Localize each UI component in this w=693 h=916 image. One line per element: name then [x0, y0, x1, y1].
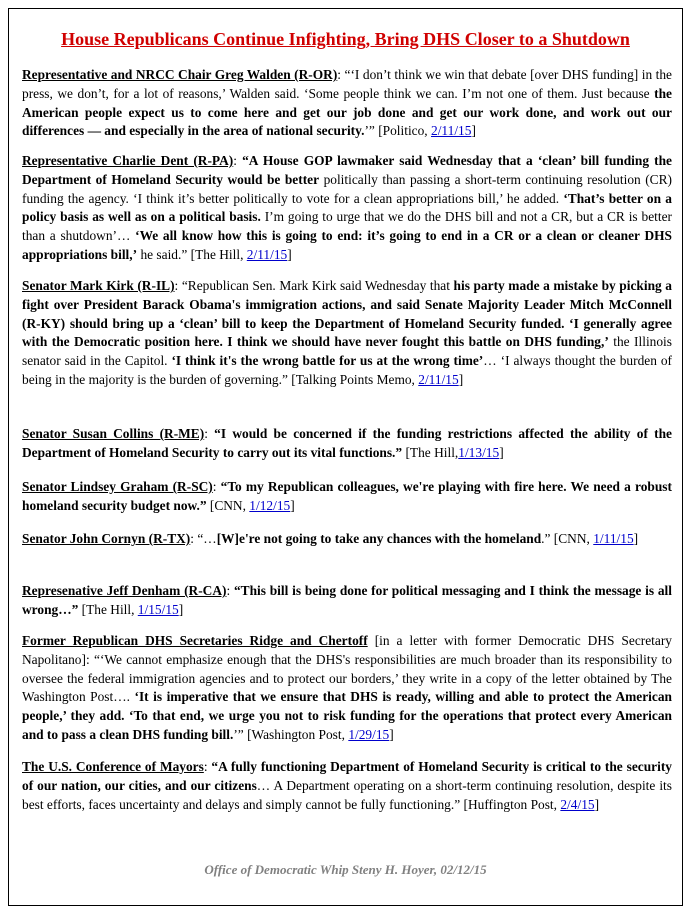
source-date-link[interactable]: 2/11/15 — [418, 371, 459, 387]
quote-entry-ridge-chertoff — [22, 632, 672, 745]
quote-entry-cornyn — [22, 530, 672, 549]
quote-text: I’m going to urge that we do the DHS bill and not a CR, but a CR is better than a shutdown’… — [22, 209, 672, 244]
quote-bold-text: ‘I think it's the wrong battle for us at the wrong time’ — [171, 353, 484, 369]
source-text: ’” [Washington Post, — [233, 726, 349, 742]
separator: : — [337, 67, 345, 82]
source-close: ] — [178, 601, 184, 617]
source-text: ’” [Politico, — [364, 123, 432, 139]
quote-bold-text: his party made a mistake by picking a fight over President Barack Obama's immigration actions, and said Senate Majority Leader Mitch McConnell (R-KY) should bring up a ‘clean’ bill to keep the Department of Homeland Security funded. ‘I generally agree with the Democratic position here. I think we should have never fought this battle on DHS funding,’ — [22, 278, 672, 350]
quote-entry-graham — [22, 478, 672, 516]
source-date-link[interactable]: 1/11/15 — [593, 531, 634, 546]
source-date-link[interactable]: 1/12/15 — [249, 497, 291, 513]
quote-text: politically than passing a short-term continuing resolution (CR) funding the agency. ‘I think it’s better politically to vote for a clean appropriations bill,’ he added. — [22, 171, 672, 206]
speaker-name: Representative Charlie Dent (R-PA) — [22, 153, 234, 168]
quote-bold-text: [W]e're not going to take any chances with the homeland — [216, 531, 542, 546]
source-close: ] — [290, 497, 295, 513]
speaker-name: Senator Susan Collins (R-ME) — [22, 426, 205, 441]
quote-bold-text: “I would be concerned if the funding restrictions affected the ability of the Department of Homeland Security to carry out its vital functions.” — [22, 426, 673, 460]
separator: : — [203, 759, 212, 774]
source-text: … A Department operating on a short-term continuing resolution, despite its best efforts, faces uncertainty and delays and simply cannot be fully functioning.” [Huffington Post, — [22, 777, 672, 812]
source-text: [The Hill, — [78, 601, 138, 617]
document-title: House Republicans Continue Infighting, Bring DHS Closer to a Shutdown — [61, 29, 630, 49]
speaker-name: Senator John Cornyn (R-TX) — [22, 531, 191, 546]
quote-text: “Republican Sen. Mark Kirk said Wednesday that — [181, 278, 454, 293]
source-text: … ‘I always thought the burden of being in the majority is the burden of governing.” [Talking Points Memo, — [22, 353, 672, 387]
quote-bold-text: the American people expect us to come here and get our job done and get our work done, and work out our differences — and especially in the area of national security. — [22, 85, 672, 139]
quote-text: “‘I don’t think we win that debate [over DHS funding] in the press, we don’t, for a lot of reasons,’ Walden said. ‘Some people think we can. I’m not one of them. Just because — [22, 67, 672, 101]
separator: : — [212, 479, 221, 494]
source-text: [The Hill, — [402, 444, 459, 460]
source-close: ] — [499, 444, 504, 460]
source-text: .” [CNN, — [541, 531, 594, 546]
source-close: ] — [389, 726, 394, 742]
source-date-link[interactable]: 2/11/15 — [246, 246, 288, 262]
footer-attribution: Office of Democratic Whip Steny H. Hoyer, 02/12/15 — [204, 862, 487, 877]
source-text: he said.” [The Hill, — [137, 246, 247, 262]
source-close: ] — [458, 371, 464, 387]
quote-entry-walden — [22, 66, 672, 141]
quote-bold-text: “A fully functioning Department of Homeland Security is critical to the security of our nation, our cities, and our citizens — [22, 759, 672, 793]
source-close: ] — [594, 796, 600, 812]
quote-bold-text: “This bill is being done for political messaging and I think the message is all wrong…” — [22, 583, 672, 617]
speaker-name: Senator Mark Kirk (R-IL) — [22, 278, 175, 293]
speaker-name: The U.S. Conference of Mayors — [22, 759, 204, 774]
source-date-link[interactable]: 1/29/15 — [348, 726, 390, 742]
source-close: ] — [287, 246, 292, 262]
source-close: ] — [471, 123, 476, 139]
quote-entry-denham — [22, 582, 672, 620]
separator: : — [190, 531, 198, 546]
quote-bold-text: “To my Republican colleagues, we're playing with fire here. We need a robust homeland security budget now.” — [22, 479, 672, 513]
quote-entry-kirk — [22, 277, 672, 390]
quote-bold-text: ‘It is imperative that we ensure that DHS is ready, willing and able to protect the American people,’ they add. ‘To that end, we urge you not to risk funding for the operations that protect every American and to pass a clean DHS funding bill. — [22, 689, 672, 742]
source-date-link[interactable]: 1/13/15 — [458, 444, 500, 460]
quote-bold-text: “A House GOP lawmaker said Wednesday that a ‘clean’ bill funding the Department of Homeland Security would be better — [22, 153, 673, 187]
speaker-name: Former Republican DHS Secretaries Ridge and Chertoff — [22, 633, 368, 648]
speaker-name: Represenative Jeff Denham (R-CA) — [22, 583, 227, 598]
separator: : — [204, 426, 215, 441]
separator: : — [233, 153, 243, 168]
source-date-link[interactable]: 2/4/15 — [560, 796, 595, 812]
quote-text: “… — [197, 531, 217, 546]
source-date-link[interactable]: 1/15/15 — [137, 601, 179, 617]
quote-text: the Illinois senator said in the Capitol. — [22, 334, 672, 369]
speaker-name: Representative and NRCC Chair Greg Walden (R-OR) — [22, 67, 338, 82]
source-close: ] — [633, 531, 639, 546]
source-text: [CNN, — [206, 497, 250, 513]
speaker-name: Senator Lindsey Graham (R-SC) — [22, 479, 213, 494]
quote-bold-text: ‘We all know how this is going to end: it’s going to end in a CR or a clean or cleaner DHS appropriations bill,’ — [22, 228, 672, 262]
separator: : — [226, 583, 234, 598]
quote-entry-mayors — [22, 758, 672, 814]
quote-bold-text: ‘That’s better on a policy basis as well as on a political basis. — [22, 190, 673, 225]
source-date-link[interactable]: 2/11/15 — [431, 123, 472, 139]
quote-text: [in a letter with former Democratic DHS Secretary Napolitano]: “‘We cannot emphasize enough that the DHS's responsibilities are much broader than its responsibility to oversee the federal immigration agencies and to protect our borders,’ they write in a copy of the letter obtained by The Washington Post…. — [22, 633, 672, 705]
separator: : — [174, 278, 182, 293]
quote-entry-dent — [22, 152, 672, 265]
separator — [368, 633, 375, 648]
quote-entry-collins — [22, 425, 672, 463]
document-page — [8, 8, 683, 906]
